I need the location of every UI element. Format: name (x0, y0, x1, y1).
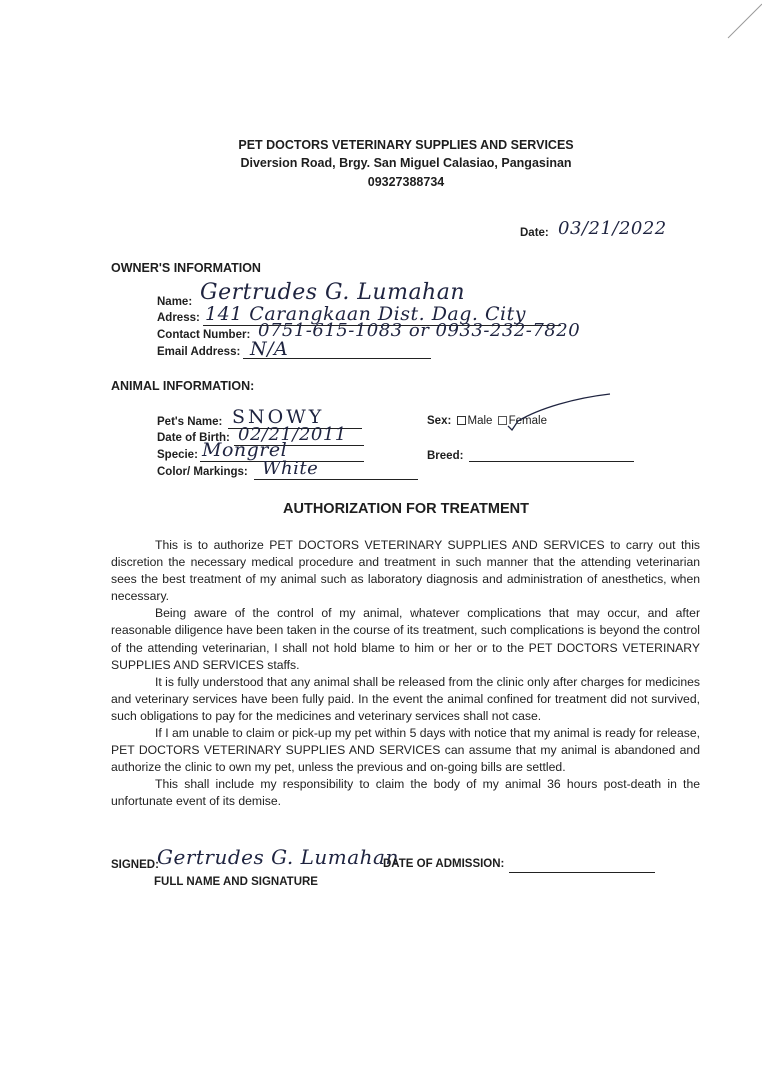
signed-label: SIGNED: (111, 859, 159, 871)
color-line (254, 479, 418, 480)
authorization-paragraph: It is fully understood that any animal shall be released from the clinic only after charges for medicines and veterinary services have been fully paid. In the event the animal confined for treatment did not survived, such obligations to pay for the medicines and veterinary services shall not case. (111, 674, 700, 723)
authorization-paragraph: Being aware of the control of my animal, whatever complications that may occur, and after reasonable diligence have been taken in the course of its treatment, such complications is beyond the control of the attending veterinarian, I shall not hold blame to him or her or to the PET DOCTORS VETERINARY SUPPLIES AND SERVICES staffs. (111, 606, 700, 672)
authorization-paragraph: This is to authorize PET DOCTORS VETERINARY SUPPLIES AND SERVICES to carry out this discretion the necessary medical procedure and treatment in such manner that the attending veterinarian sees the best treatment of my animal such as laboratory diagnosis and administration of anesthetics, when necessary. (111, 538, 700, 604)
breed-label: Breed: (427, 450, 464, 462)
sex-male-option: Male (467, 415, 493, 427)
sex-checkmark-stroke (500, 388, 615, 433)
owner-name-label: Name: (157, 296, 193, 308)
date-of-admission-line[interactable] (509, 872, 655, 873)
owner-section-title: OWNER'S INFORMATION (111, 261, 261, 275)
owner-address-label: Adress: (157, 312, 200, 324)
pet-name-label: Pet's Name: (157, 416, 223, 428)
dob-value: 02/21/2011 (238, 424, 347, 445)
owner-name-value: Gertrudes G. Lumahan (200, 280, 466, 305)
signature-value: Gertrudes G. Lumahan (157, 845, 399, 869)
page-corner-fold (722, 0, 762, 40)
full-name-label: FULL NAME AND SIGNATURE (154, 876, 318, 888)
owner-email-label: Email Address: (157, 346, 241, 358)
owner-contact-label: Contact Number: (157, 329, 251, 341)
owner-email-value: N/A (250, 338, 289, 360)
authorization-paragraph: If I am unable to claim or pick-up my pet within 5 days with notice that my animal is ready for release, PET DOCTORS VETERINARY SUPPLIES AND SERVICES can assume that my animal is abandoned and authorize the clinic to own my pet, unless the previous and on-going bills are settled. (111, 726, 700, 775)
animal-section-title: ANIMAL INFORMATION: (111, 379, 255, 393)
company-address: Diversion Road, Brgy. San Miguel Calasiao, Pangasinan (240, 156, 572, 170)
breed-line[interactable] (469, 461, 634, 462)
date-label: Date: (520, 227, 549, 239)
date-of-admission-label: DATE OF ADMISSION: (383, 858, 505, 870)
authorization-title: AUTHORIZATION FOR TREATMENT (283, 501, 529, 517)
specie-label: Specie: (157, 449, 198, 461)
specie-value: Mongrel (202, 439, 288, 461)
pet-name-value: SNOWY (232, 406, 325, 428)
sex-label: Sex: (427, 415, 452, 427)
company-name: PET DOCTORS VETERINARY SUPPLIES AND SERVICES (238, 138, 574, 152)
dob-label: Date of Birth: (157, 432, 230, 444)
sex-male-checkbox[interactable] (457, 416, 466, 425)
color-value: White (262, 458, 319, 479)
company-phone: 09327388734 (367, 175, 445, 189)
sex-female-option: Female (508, 415, 547, 427)
authorization-paragraph: This shall include my responsibility to claim the body of my animal 36 hours post-death in the unfortunate event of its demise. (111, 777, 700, 809)
owner-address-value: 141 Carangkaan Dist. Dag. City (205, 303, 526, 325)
date-value: 03/21/2022 (558, 218, 667, 239)
owner-contact-value: 0751-615-1083 or 0933-232-7820 (258, 320, 581, 341)
authorization-body (111, 537, 700, 811)
color-label: Color/ Markings: (157, 466, 248, 478)
